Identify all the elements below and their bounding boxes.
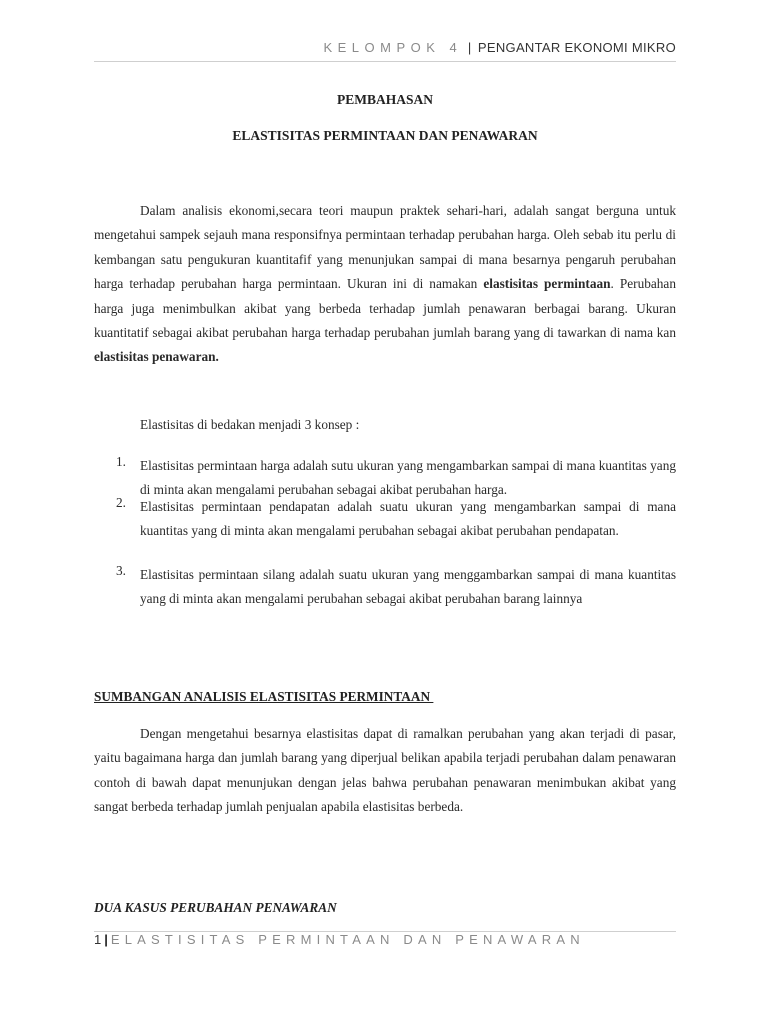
intro-text-1: Dalam analisis ekonomi,secara teori maupun praktek sehari-hari, adalah sangat berguna untuk mengetahui sampek sejauh mana responsifnya permintaan terhadap perubahan harga. Oleh sebab itu perlu di kembangan satu pengukuran kuantitafif yang menunjukan sampai di mana besarnya pengaruh perubahan harga terhadap perubahan harga permintaan. Ukuran ini di namakan	[94, 203, 676, 292]
header-separator: |	[467, 40, 472, 55]
header-divider	[94, 61, 676, 62]
header-course: PENGANTAR EKONOMI MIKRO	[477, 40, 676, 55]
page-number: 1	[94, 932, 102, 947]
page-footer	[94, 932, 676, 947]
list-number: 2.	[116, 495, 126, 510]
page-title: ELASTISITAS PERMINTAAN DAN PENAWARAN	[232, 128, 538, 143]
section-heading-dua-kasus: DUA KASUS PERUBAHAN PENAWARAN	[94, 900, 337, 915]
list-number: 3.	[116, 563, 126, 578]
footer-title: ELASTISITAS PERMINTAAN DAN PENAWARAN	[110, 932, 585, 947]
list-text: Elastisitas permintaan harga adalah sutu ukuran yang mengambarkan sampai di mana kuantitas yang di minta akan mengalami perubahan sebagai akibat perubahan harga.	[140, 458, 676, 498]
list-text: Elastisitas permintaan silang adalah suatu ukuran yang menggambarkan sampai di mana kuantitas yang di minta akan mengalami perubahan sebagai akibat perubahan barang lainnya	[140, 567, 676, 607]
sumbangan-paragraph	[94, 722, 676, 820]
section-label: PEMBAHASAN	[336, 92, 433, 107]
page-header	[94, 40, 676, 60]
list-number: 1.	[116, 454, 126, 469]
list-text: Elastisitas permintaan pendapatan adalah suatu ukuran yang mengambarkan sampai di mana kuantitas yang di minta akan mengalami perubahan sebagai akibat perubahan pendapatan.	[140, 499, 676, 539]
intro-term-1: elastisitas permintaan	[483, 276, 611, 292]
intro-term-2: elastisitas penawaran.	[94, 349, 219, 365]
header-group: KELOMPOK 4	[323, 40, 463, 55]
section-heading-sumbangan: SUMBANGAN ANALISIS ELASTISITAS PERMINTAAN	[94, 689, 434, 704]
footer-separator: |	[104, 932, 108, 947]
intro-paragraph	[94, 199, 676, 370]
sumbangan-text: Dengan mengetahui besarnya elastisitas dapat di ramalkan perubahan yang akan terjadi di pasar, yaitu bagaimana harga dan jumlah barang yang diperjual belikan apabila terjadi perubahan dalam penawaran contoh di bawah dapat menunjukan dengan jelas bahwa perubahan penawaran menimbukan akibat yang sangat berbeda terhadap jumlah penjualan apabila elastisitas berbeda.	[94, 726, 676, 815]
concepts-lead: Elastisitas di bedakan menjadi 3 konsep :	[140, 417, 360, 432]
intro-text-2: . Perubahan harga juga menimbulkan akibat yang berbeda terhadap jumlah penawaran berbagai barang. Ukuran kuantitatif sebagai akibat perubahan harga terhadap perubahan jumlah barang yang di tawarkan di nama kan	[94, 276, 676, 341]
